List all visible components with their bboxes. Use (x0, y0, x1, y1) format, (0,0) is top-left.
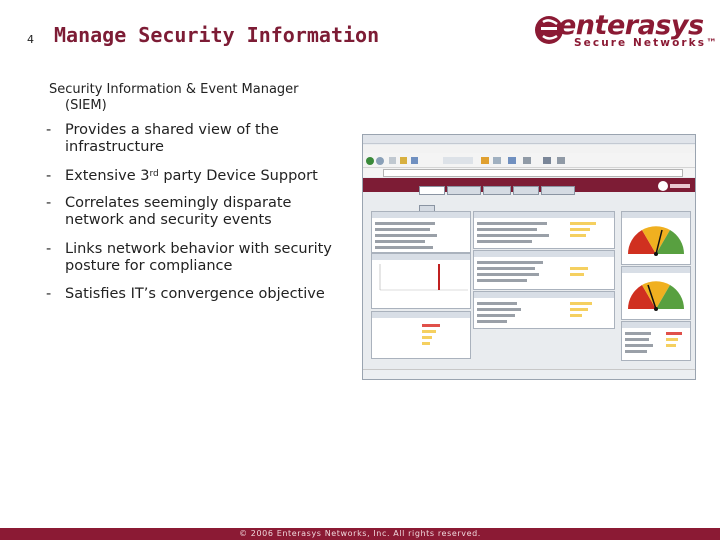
screenshot-toolbar (363, 153, 695, 168)
gauge-icon (622, 220, 690, 264)
intro-line-1: Security Information & Event Manager (49, 82, 299, 97)
logo-wordmark: enterasys (558, 10, 704, 41)
bullet-line: Links network behavior with security (65, 241, 332, 257)
bullet-item (46, 195, 366, 229)
copyright-text: © 2006 Enterasys Networks, Inc. All rights reserved. (239, 529, 481, 538)
bullet-item (46, 168, 366, 185)
bullet-line: Provides a shared view of the (65, 122, 279, 138)
screenshot-menubar (363, 145, 695, 153)
screenshot-panel (621, 321, 691, 361)
screenshot-tabs (419, 180, 579, 189)
bullet-dash: - (46, 241, 52, 257)
bullet-line: Correlates seemingly disparate (65, 195, 292, 211)
intro-text (49, 82, 349, 114)
screenshot-gauge-panel (621, 266, 691, 320)
siem-dashboard-screenshot (362, 134, 696, 380)
screenshot-titlebar (363, 135, 695, 144)
toolbar-icons (363, 154, 695, 168)
bullet-item (46, 286, 366, 303)
screenshot-gauge-panel (621, 211, 691, 265)
intro-line-2: (SIEM) (65, 98, 107, 113)
bullet-item (46, 122, 366, 156)
screenshot-panel (371, 211, 471, 253)
screenshot-panel (473, 291, 615, 329)
bullet-line: network and security events (65, 212, 272, 228)
gauge-icon (622, 275, 690, 319)
logo-tagline: Secure Networks™ (574, 37, 719, 49)
bullet-line: Satisfies IT’s convergence objective (65, 286, 325, 302)
screenshot-address-bar (363, 168, 695, 177)
screenshot-statusbar (363, 369, 695, 379)
slide-number: 4 (27, 33, 34, 46)
bullet-line (46, 168, 366, 185)
screenshot-panel (473, 211, 615, 249)
screenshot-panel (473, 250, 615, 290)
bullet-line: posture for compliance (65, 258, 233, 274)
bullet-dash: - (46, 286, 52, 302)
bullet-item (46, 241, 366, 275)
bullet-dash: - (46, 195, 52, 211)
bullet-text-post: party Device Support (158, 168, 318, 184)
bullet-dash: - (46, 168, 52, 184)
screenshot-panel (371, 311, 471, 359)
superscript-rd: rd (149, 169, 159, 179)
bullet-line: infrastructure (65, 139, 164, 155)
page-title: Manage Security Information (54, 23, 380, 47)
bullet-text-pre: Extensive 3 (65, 168, 150, 184)
bullet-dash: - (46, 122, 52, 138)
screenshot-panel (371, 253, 471, 309)
